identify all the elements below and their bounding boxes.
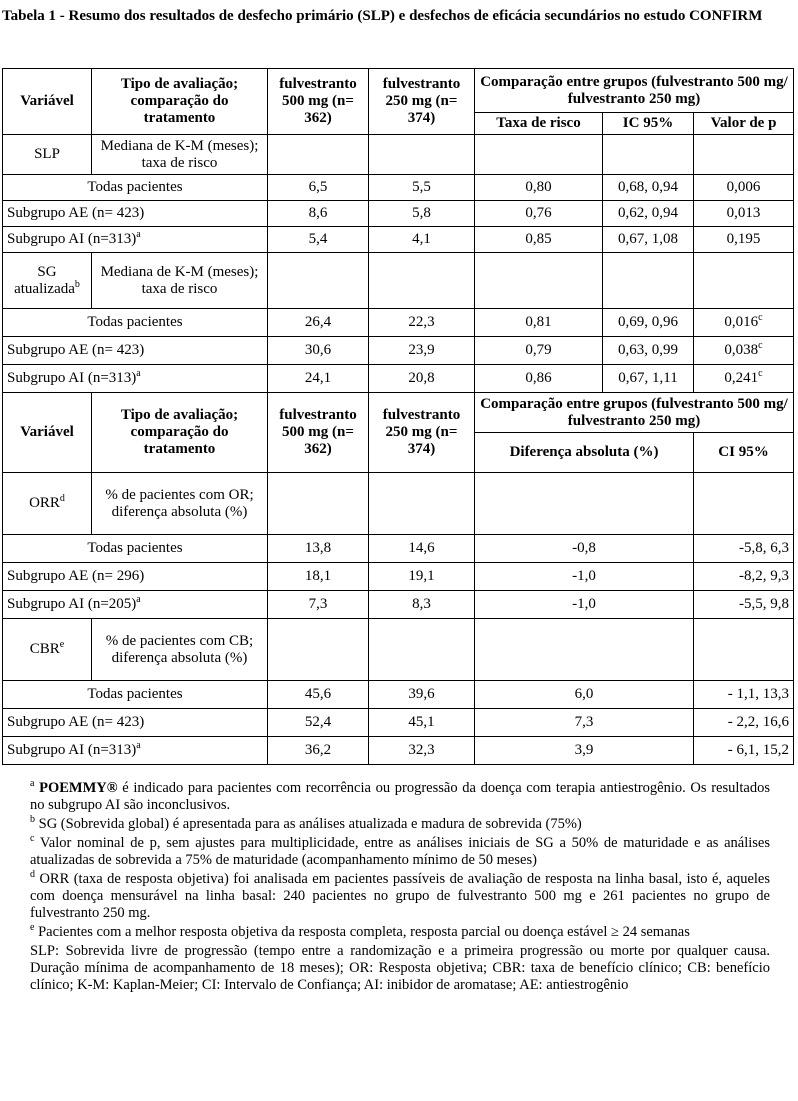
- row-label: Todas pacientes: [3, 175, 268, 201]
- cell-diff: 3,9: [475, 737, 694, 765]
- col-header-f500: fulvestranto 500 mg (n= 362): [268, 393, 369, 473]
- col-header-f250: fulvestranto 250 mg (n= 374): [369, 393, 475, 473]
- cell-p: 0,241$^c$: [694, 365, 794, 393]
- cell-taxa: 0,80: [475, 175, 603, 201]
- cell-f500: 52,4: [268, 709, 369, 737]
- row-label: Subgrupo AI (n=313)$^a$: [3, 365, 268, 393]
- cell-f500: 30,6: [268, 337, 369, 365]
- cell-taxa: 0,81: [475, 309, 603, 337]
- cell-f500: 18,1: [268, 563, 369, 591]
- cell-ic: 0,69, 0,96: [603, 309, 694, 337]
- row-label: Subgrupo AI (n=313)$^a$: [3, 737, 268, 765]
- cell-ci: - 2,2, 16,6: [694, 709, 794, 737]
- col-header-variavel: Variável: [3, 69, 92, 135]
- cell-ic: 0,67, 1,11: [603, 365, 694, 393]
- cell-diff: 6,0: [475, 681, 694, 709]
- col-header-ci: CI 95%: [694, 433, 794, 473]
- cell-taxa: 0,76: [475, 201, 603, 227]
- table-row: [3, 227, 794, 253]
- cell-ci: - 6,1, 15,2: [694, 737, 794, 765]
- col-header-taxa: Taxa de risco: [475, 113, 603, 135]
- results-table: [2, 68, 794, 765]
- cell-f500: 24,1: [268, 365, 369, 393]
- cell-diff: 7,3: [475, 709, 694, 737]
- col-header-comparacao: Comparação entre grupos (fulvestranto 500 mg/ fulvestranto 250 mg): [475, 69, 794, 113]
- variable-desc: % de pacientes com CB; diferença absoluta (%): [92, 619, 268, 681]
- row-label: Subgrupo AE (n= 423): [3, 337, 268, 365]
- cell-f500: 7,3: [268, 591, 369, 619]
- row-label: Todas pacientes: [3, 535, 268, 563]
- col-header-variavel: Variável: [3, 393, 92, 473]
- cell-taxa: 0,86: [475, 365, 603, 393]
- cell-f250: 45,1: [369, 709, 475, 737]
- cell-f250: 19,1: [369, 563, 475, 591]
- col-header-f500: fulvestranto 500 mg (n= 362): [268, 69, 369, 135]
- cell-ci: - 1,1, 13,3: [694, 681, 794, 709]
- cell-ic: 0,67, 1,08: [603, 227, 694, 253]
- cell-diff: -1,0: [475, 591, 694, 619]
- variable-desc: Mediana de K-M (meses); taxa de risco: [92, 253, 268, 309]
- cell-p: 0,006: [694, 175, 794, 201]
- table-row: [3, 591, 794, 619]
- cell-f500: 13,8: [268, 535, 369, 563]
- cell-p: 0,013: [694, 201, 794, 227]
- variable-label: SLP: [3, 135, 92, 175]
- variable-label: CBR$^e$: [3, 619, 92, 681]
- cell-ci: -5,8, 6,3: [694, 535, 794, 563]
- section-row-cbr: [3, 619, 794, 681]
- cell-taxa: 0,79: [475, 337, 603, 365]
- col-header-tipo: Tipo de avaliação; comparação do tratamento: [92, 69, 268, 135]
- cell-p: 0,016$^c$: [694, 309, 794, 337]
- cell-f250: 5,5: [369, 175, 475, 201]
- col-header-p: Valor de p: [694, 113, 794, 135]
- variable-label: ORR$^d$: [3, 473, 92, 535]
- cell-f250: 20,8: [369, 365, 475, 393]
- col-header-ic: IC 95%: [603, 113, 694, 135]
- cell-ic: 0,62, 0,94: [603, 201, 694, 227]
- cell-f500: 26,4: [268, 309, 369, 337]
- footnote-b: $^b$ SG (Sobrevida global) é apresentada para as análises atualizada e madura de sobrevida (75%): [30, 814, 582, 832]
- row-label: Todas pacientes: [3, 309, 268, 337]
- footnotes: [30, 780, 770, 996]
- cell-f500: 36,2: [268, 737, 369, 765]
- cell-f500: 45,6: [268, 681, 369, 709]
- cell-f250: 8,3: [369, 591, 475, 619]
- row-label: Subgrupo AE (n= 423): [3, 709, 268, 737]
- cell-ic: 0,63, 0,99: [603, 337, 694, 365]
- variable-desc: Mediana de K-M (meses); taxa de risco: [92, 135, 268, 175]
- table-title: Tabela 1 - Resumo dos resultados de desfecho primário (SLP) e desfechos de eficácia secundários no estudo CONFIRM: [2, 8, 763, 24]
- cell-f500: 5,4: [268, 227, 369, 253]
- cell-taxa: 0,85: [475, 227, 603, 253]
- col-header-comparacao: Comparação entre grupos (fulvestranto 500 mg/ fulvestranto 250 mg): [475, 393, 794, 433]
- cell-f500: 6,5: [268, 175, 369, 201]
- cell-f500: 8,6: [268, 201, 369, 227]
- cell-f250: 23,9: [369, 337, 475, 365]
- table-row: [3, 563, 794, 591]
- footnote-d: $^d$ ORR (taxa de resposta objetiva) foi analisada em pacientes passíveis de avaliação de resposta na linha basal, isto é, aqueles com doença mensurável na linha basal: 240 pacientes no grupo de fulvestranto 500 mg e 261 pacientes no grupo de fulvestranto 250 mg.: [30, 869, 770, 921]
- col-header-diff: Diferença absoluta (%): [475, 433, 694, 473]
- col-header-f250: fulvestranto 250 mg (n= 374): [369, 69, 475, 135]
- footnote-a: $^a$ POEMMY® é indicado para pacientes com recorrência ou progressão da doença com terapia antiestrogênio. Os resultados no subgrupo AI são inconclusivos.: [30, 778, 770, 813]
- row-label: Subgrupo AE (n= 296): [3, 563, 268, 591]
- abbreviations: SLP: Sobrevida livre de progressão (tempo entre a randomização e a primeira progressão ou morte por qualquer causa. Duração mínima de acompanhamento de 18 meses); OR: Resposta objetiva; CBR: taxa de benefício clínico; CB: benefício clínico; K-M: Kaplan-Meier; CI: Intervalo de Confiança; AI: inibidor de aromatase; AE: antiestrogênio: [30, 943, 770, 993]
- cell-f250: 22,3: [369, 309, 475, 337]
- header-row-1: [3, 69, 794, 113]
- table-row: [3, 709, 794, 737]
- table-row: [3, 175, 794, 201]
- cell-f250: 39,6: [369, 681, 475, 709]
- table-row: [3, 337, 794, 365]
- col-header-tipo: Tipo de avaliação; comparação do tratamento: [92, 393, 268, 473]
- variable-label: SG atualizada$^b$: [3, 253, 92, 309]
- table-row: [3, 737, 794, 765]
- cell-ci: -8,2, 9,3: [694, 563, 794, 591]
- cell-f250: 14,6: [369, 535, 475, 563]
- footnote-c: $^c$ Valor nominal de p, sem ajustes para multiplicidade, entre as análises iniciais de SG a 50% de maturidade e as análises atualizadas de sobrevida a 75% de maturidade (acompanhamento mínimo de 50 meses): [30, 833, 770, 868]
- header-row-2: [3, 393, 794, 433]
- cell-p: 0,038$^c$: [694, 337, 794, 365]
- table-row: [3, 201, 794, 227]
- table-row: [3, 309, 794, 337]
- row-label: Subgrupo AI (n=205)$^a$: [3, 591, 268, 619]
- cell-f250: 5,8: [369, 201, 475, 227]
- row-label: Subgrupo AE (n= 423): [3, 201, 268, 227]
- table-row: [3, 681, 794, 709]
- row-label: Todas pacientes: [3, 681, 268, 709]
- cell-ci: -5,5, 9,8: [694, 591, 794, 619]
- cell-f250: 32,3: [369, 737, 475, 765]
- footnote-e: $^e$ Pacientes com a melhor resposta objetiva da resposta completa, resposta parcial ou doença estável ≥ 24 semanas: [30, 922, 690, 940]
- cell-f250: 4,1: [369, 227, 475, 253]
- section-row-slp: [3, 135, 794, 175]
- table-row: [3, 365, 794, 393]
- variable-desc: % de pacientes com OR; diferença absoluta (%): [92, 473, 268, 535]
- cell-ic: 0,68, 0,94: [603, 175, 694, 201]
- cell-p: 0,195: [694, 227, 794, 253]
- cell-diff: -0,8: [475, 535, 694, 563]
- section-row-sg: [3, 253, 794, 309]
- table-row: [3, 535, 794, 563]
- row-label: Subgrupo AI (n=313)$^a$: [3, 227, 268, 253]
- cell-diff: -1,0: [475, 563, 694, 591]
- section-row-orr: [3, 473, 794, 535]
